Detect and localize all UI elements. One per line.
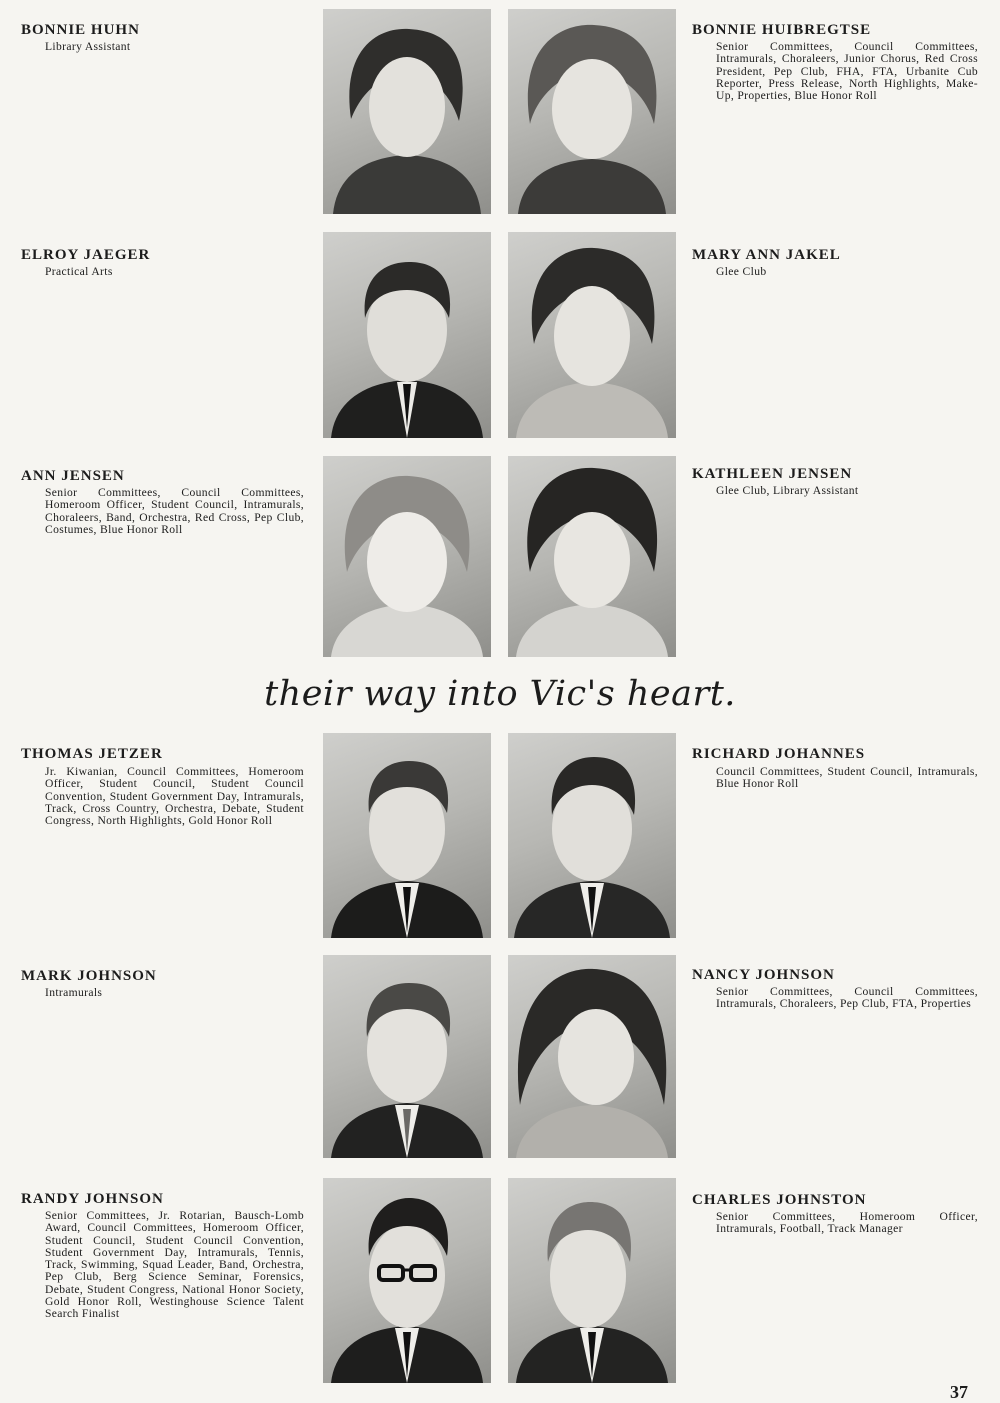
senior-activities: Council Committees, Student Council, Intramurals, Blue Honor Roll — [716, 765, 978, 791]
portrait-photo-ann-jensen — [323, 456, 491, 657]
senior-name: BONNIE HUHN — [21, 22, 140, 38]
portrait-photo-richard-johannes — [508, 733, 676, 938]
senior-activities: Glee Club — [716, 265, 767, 278]
portrait-photo-charles-johnston — [508, 1178, 676, 1383]
senior-name: MARK JOHNSON — [21, 968, 157, 984]
senior-name: ELROY JAEGER — [21, 247, 151, 263]
senior-activities: Senior Committees, Council Committees, Intramurals, Choraleers, Pep Club, FTA, Properties — [716, 985, 978, 1011]
senior-name: BONNIE HUIBREGTSE — [692, 22, 872, 38]
portrait-silhouette — [508, 232, 676, 438]
portrait-silhouette — [323, 9, 491, 214]
senior-activities: Senior Committees, Homeroom Officer, Intramurals, Football, Track Manager — [716, 1210, 978, 1236]
senior-name: CHARLES JOHNSTON — [692, 1192, 867, 1208]
portrait-silhouette — [508, 733, 676, 938]
senior-name: KATHLEEN JENSEN — [692, 466, 853, 482]
portrait-photo-thomas-jetzer — [323, 733, 491, 938]
senior-name: THOMAS JETZER — [21, 746, 163, 762]
senior-activities: Practical Arts — [45, 265, 113, 278]
portrait-photo-randy-johnson — [323, 1178, 491, 1383]
senior-activities: Senior Committees, Council Committees, Homeroom Officer, Student Council, Intramurals, Choraleers, Band, Orchestra, Red Cross, Pep Club, Costumes, Blue Honor Roll — [45, 486, 304, 536]
portrait-photo-bonnie-huibregtse — [508, 9, 676, 214]
portrait-photo-mary-ann-jakel — [508, 232, 676, 438]
portrait-silhouette — [323, 1178, 491, 1383]
portrait-silhouette — [323, 232, 491, 438]
senior-name: RANDY JOHNSON — [21, 1191, 164, 1207]
page-caption: their way into Vic's heart. — [264, 674, 736, 714]
senior-name: MARY ANN JAKEL — [692, 247, 841, 263]
senior-activities: Intramurals — [45, 986, 103, 999]
page-number: 37 — [950, 1382, 968, 1402]
portrait-silhouette — [508, 955, 676, 1158]
senior-activities: Jr. Kiwanian, Council Committees, Homeroom Officer, Student Council, Student Council Convention, Student Government Day, Intramurals, Track, Cross Country, Orchestra, Debate, Student Congress, North Highlights, Gold Honor Roll — [45, 765, 304, 828]
senior-name: RICHARD JOHANNES — [692, 746, 866, 762]
portrait-photo-kathleen-jensen — [508, 456, 676, 657]
portrait-silhouette — [508, 9, 676, 214]
senior-activities: Glee Club, Library Assistant — [716, 484, 859, 497]
senior-name: NANCY JOHNSON — [692, 967, 835, 983]
portrait-silhouette — [323, 733, 491, 938]
portrait-silhouette — [323, 955, 491, 1158]
portrait-photo-elroy-jaeger — [323, 232, 491, 438]
senior-activities: Library Assistant — [45, 40, 131, 53]
senior-name: ANN JENSEN — [21, 468, 125, 484]
portrait-photo-mark-johnson — [323, 955, 491, 1158]
portrait-silhouette — [508, 456, 676, 657]
senior-activities: Senior Committees, Jr. Rotarian, Bausch-Lomb Award, Council Committees, Homeroom Officer, Student Council, Student Council Convention, Student Government Day, Intramurals, Tennis, Track, Swimming, Squad Leader, Band, Orchestra, Pep Club, Berg Science Seminar, Forensics, Debate, Student Congress, National Honor Society, Gold Honor Roll, Westinghouse Science Talent Search Finalist — [45, 1209, 304, 1321]
senior-activities: Senior Committees, Council Committees, Intramurals, Choraleers, Junior Chorus, Red Cross President, Pep Club, FHA, FTA, Urbanite Cub Reporter, Press Release, North Highlights, Make-Up, Properties, Blue Honor Roll — [716, 40, 978, 103]
portrait-silhouette — [508, 1178, 676, 1383]
portrait-photo-bonnie-huhn — [323, 9, 491, 214]
portrait-photo-nancy-johnson — [508, 955, 676, 1158]
portrait-silhouette — [323, 456, 491, 657]
